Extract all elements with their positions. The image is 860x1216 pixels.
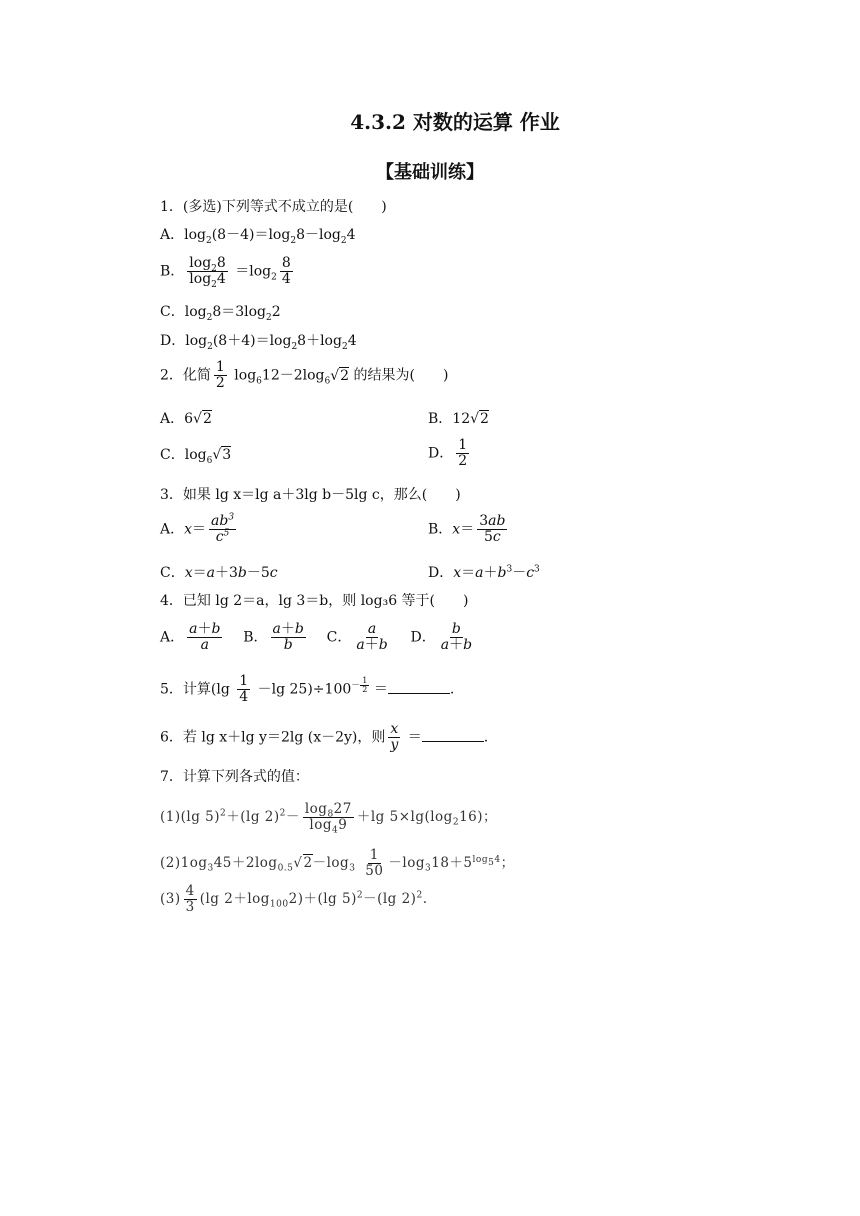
q4-options: A． $\frac{a+b}{a}$ B． $\frac{a+b}{b}$ C． $\frac{a}{a+b}$ D． $\frac{b}{a+b}$ <box>160 621 473 653</box>
question-7-stem: 7．计算下列各式的值： <box>160 769 309 785</box>
question-5: 5．计算(lg $\frac{1}{4}$ －lg $25)\div 100^{- \frac{1}{2}}$ ＝ . <box>160 673 455 705</box>
q3-option-c: C．x＝a＋3b－5c <box>160 565 278 581</box>
question-4-stem: 4．已知 lg 2＝a，lg 3＝b，则 log₃6 等于( ) <box>160 593 469 609</box>
question-6: 6．若 lg x＋lg y＝2lg (x－2y)，则 $\frac{x}{y}$ ＝ . <box>160 721 489 753</box>
q2-option-c: C．$\log_6√3$ <box>160 447 232 466</box>
question-2-stem: 2．化简 $\frac{1}{2}$ $\log_612-2\log_6√2$ 的结果为( ) <box>160 359 449 391</box>
q1-option-a: A．$\log_2(8-4)=\log_28-\log_24$ <box>160 227 356 246</box>
answer-blank-6[interactable] <box>422 729 484 742</box>
question-1-stem: 1．(多选)下列等式不成立的是( ) <box>160 199 387 215</box>
question-3-stem: 3．如果 lg x＝lg a＋3lg b－5lg c，那么( ) <box>160 487 461 503</box>
q3-option-d: D．$x=a+b^3-c^3$ <box>428 564 540 581</box>
q7-part-3: (3) $\frac{4}{3}$ (lg $2+\log_{100}2)+(\lg$ 5)$^2$－(lg 2)$^2$. <box>160 883 428 915</box>
q3-option-b: B．x＝ $\frac{3ab}{5c}$ <box>428 513 506 545</box>
q7-part-2: $(2)1og_345+2\log_{0.5}√2-\log_3$ $\frac{1}{50}$ $-\log_318+5^{log_54}$； <box>160 847 515 879</box>
q1-option-b: B． $\frac{\log_28}{\log_24}$ $=\log_2$ $\frac{8}{4}$ <box>160 255 291 290</box>
q1-option-d: D．$\log_2(8+4)=\log_28+\log_24$ <box>160 333 357 352</box>
page-title: 4.3.2 对数的运算 作业 <box>350 110 560 134</box>
q2-option-b: B．12√2 <box>428 411 489 427</box>
answer-blank-5[interactable] <box>388 681 450 694</box>
section-heading: 【基础训练】 <box>376 162 484 183</box>
q2-option-d: D． $\frac{1}{2}$ <box>428 437 468 469</box>
q1-option-c: C．$\log_28=3\log_22$ <box>160 304 281 323</box>
q3-option-a: A．x＝ $\frac{ab^3}{c^5}$ <box>160 512 235 545</box>
q2-option-a: A．6√2 <box>160 411 212 427</box>
q7-part-1: (1)(lg 5)$^2$＋(lg 2)$^2$－ $\frac{\log_827}{\log_49}$ ＋lg $5\times\lg(\log_216)$； <box>160 801 498 836</box>
